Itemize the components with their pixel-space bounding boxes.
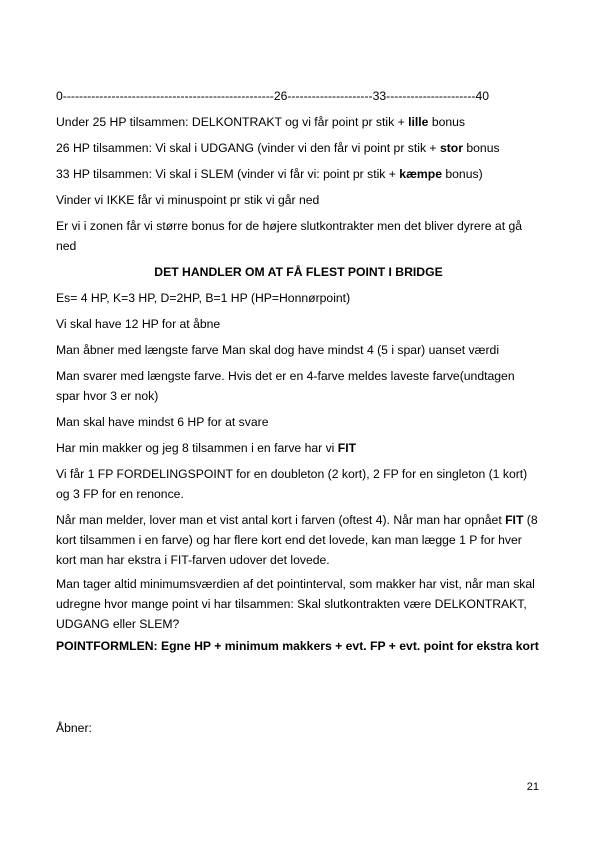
text: bonus): [441, 167, 483, 181]
heading: DET HANDLER OM AT FÅ FLEST POINT I BRIDGE: [154, 265, 443, 279]
bold-word: kæmpe: [399, 167, 442, 181]
paragraph-open-longest: Man åbner med længste farve Man skal dog have mindst 4 (5 i spar) uanset værdi: [56, 343, 500, 357]
text: Under 25 HP tilsammen: DELKONTRAKT og vi får point pr stik +: [56, 115, 409, 129]
paragraph-26: [56, 138, 541, 158]
point-scale-line: 0----------------------------------------------------26---------------------33----------------------40: [56, 89, 490, 103]
pointformula: POINTFORMLEN: Egne HP + minimum makkers + evt. FP + evt. point for ekstra kort: [56, 639, 539, 653]
page-number: 21: [526, 781, 539, 793]
bold-word: stor: [439, 141, 463, 155]
paragraph-zone: Er vi i zonen får vi større bonus for de højere slutkontrakter men det bliver dyrere at gå ned: [56, 219, 523, 253]
text: 26 HP tilsammen: Vi skal i UDGANG (vinder vi den får vi point pr stik +: [56, 141, 440, 155]
text: (8 kort tilsammen i en farve) og har flere kort end det lovede, kan man lægge 1 P for hver kort man har ekstra i FIT-farven udover det lovede.: [56, 513, 538, 567]
paragraph-honor-points: Es= 4 HP, K=3 HP, D=2HP, B=1 HP (HP=Honnørpoint): [56, 291, 351, 305]
bold-word: lille: [408, 115, 429, 129]
paragraph-fit: [56, 438, 541, 458]
paragraph-answer-6hp: Man skal have mindst 6 HP for at svare: [56, 415, 269, 429]
paragraph-minimum-value: Man tager altid minimumsværdien af det pointinterval, som makker har vist, når man skal udregne hvor mange point vi har tilsammen: Skal slutkontrakten være DELKONTRAKT, UDGANG eller SLEM?: [56, 577, 535, 631]
paragraph-33: [56, 164, 541, 184]
text: Når man melder, lover man et vist antal kort i farven (oftest 4). Når man har opnået: [56, 513, 506, 527]
bold-word: FIT: [505, 513, 524, 527]
text: Har min makker og jeg 8 tilsammen i en farve har vi: [56, 441, 338, 455]
paragraph-open-12: Vi skal have 12 HP for at åbne: [56, 317, 221, 331]
paragraph-minuspoint: Vinder vi IKKE får vi minuspoint pr stik vi går ned: [56, 193, 320, 207]
text: bonus: [462, 141, 500, 155]
bold-word: FIT: [337, 441, 357, 455]
text: 33 HP tilsammen: Vi skal i SLEM (vinder vi får vi: point pr stik +: [56, 167, 400, 181]
text: bonus: [428, 115, 466, 129]
paragraph-answer-longest: Man svarer med længste farve. Hvis det er en 4-farve meldes laveste farve(undtagen spar hvor 3 er nok): [56, 369, 515, 403]
paragraph-distribution-points: Vi får 1 FP FORDELINGSPOINT for en doubleton (2 kort), 2 FP for en singleton (1 kort) og 3 FP for en renonce.: [56, 467, 528, 501]
paragraph-opener: Åbner:: [56, 721, 92, 735]
paragraph-extra-cards: [56, 510, 541, 570]
paragraph-under-25: [56, 112, 541, 132]
